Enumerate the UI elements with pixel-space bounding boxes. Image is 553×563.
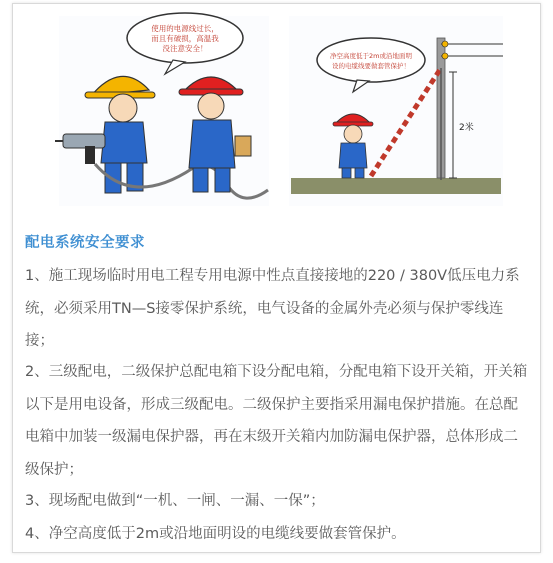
left-bubble-line-2: 而且有破损，高温我: [151, 34, 219, 43]
right-bubble-line-2: 设的电缆线要做套管保护！: [332, 62, 410, 70]
ground: [291, 178, 501, 194]
right-speech-bubble: [317, 38, 425, 82]
requirement-paragraph-4: 4、净空高度低于2m或沿地面明设的电缆线要做套管保护。: [25, 526, 406, 542]
requirement-paragraph-2: 2、三级配电，二级保护总配电箱下设分配电箱，分配电箱下设开关箱，开关箱以下是用电设备，形成三级配电。二级保护主要指采用漏电保护措施。在总配电箱中加装一级漏电保护器，再在末级开关箱内加防漏电保护器，总体形成二级保护；: [25, 364, 528, 478]
section-heading: 配电系统安全要求: [25, 235, 145, 251]
height-label: 2米: [459, 123, 474, 133]
left-bubble-line-3: 没注意安全！: [162, 44, 208, 53]
left-bubble-line-1: 使用的电源线过长，: [151, 24, 219, 33]
requirement-paragraph-3: 3、现场配电做到“一机、一闸、一漏、一保”；: [25, 493, 325, 509]
right-bubble-line-1: 净空高度低于2m或沿地面明: [330, 52, 412, 60]
safety-illustration: [53, 8, 509, 218]
requirement-paragraph-1: 1、施工现场临时用电工程专用电源中性点直接接地的220 / 380V低压电力系统，必须采用TN—S接零保护系统，电气设备的金属外壳必须与保护零线连接；: [25, 268, 520, 349]
drill: [63, 134, 105, 148]
blue-uniform: [101, 122, 147, 163]
article-card: [12, 3, 541, 553]
